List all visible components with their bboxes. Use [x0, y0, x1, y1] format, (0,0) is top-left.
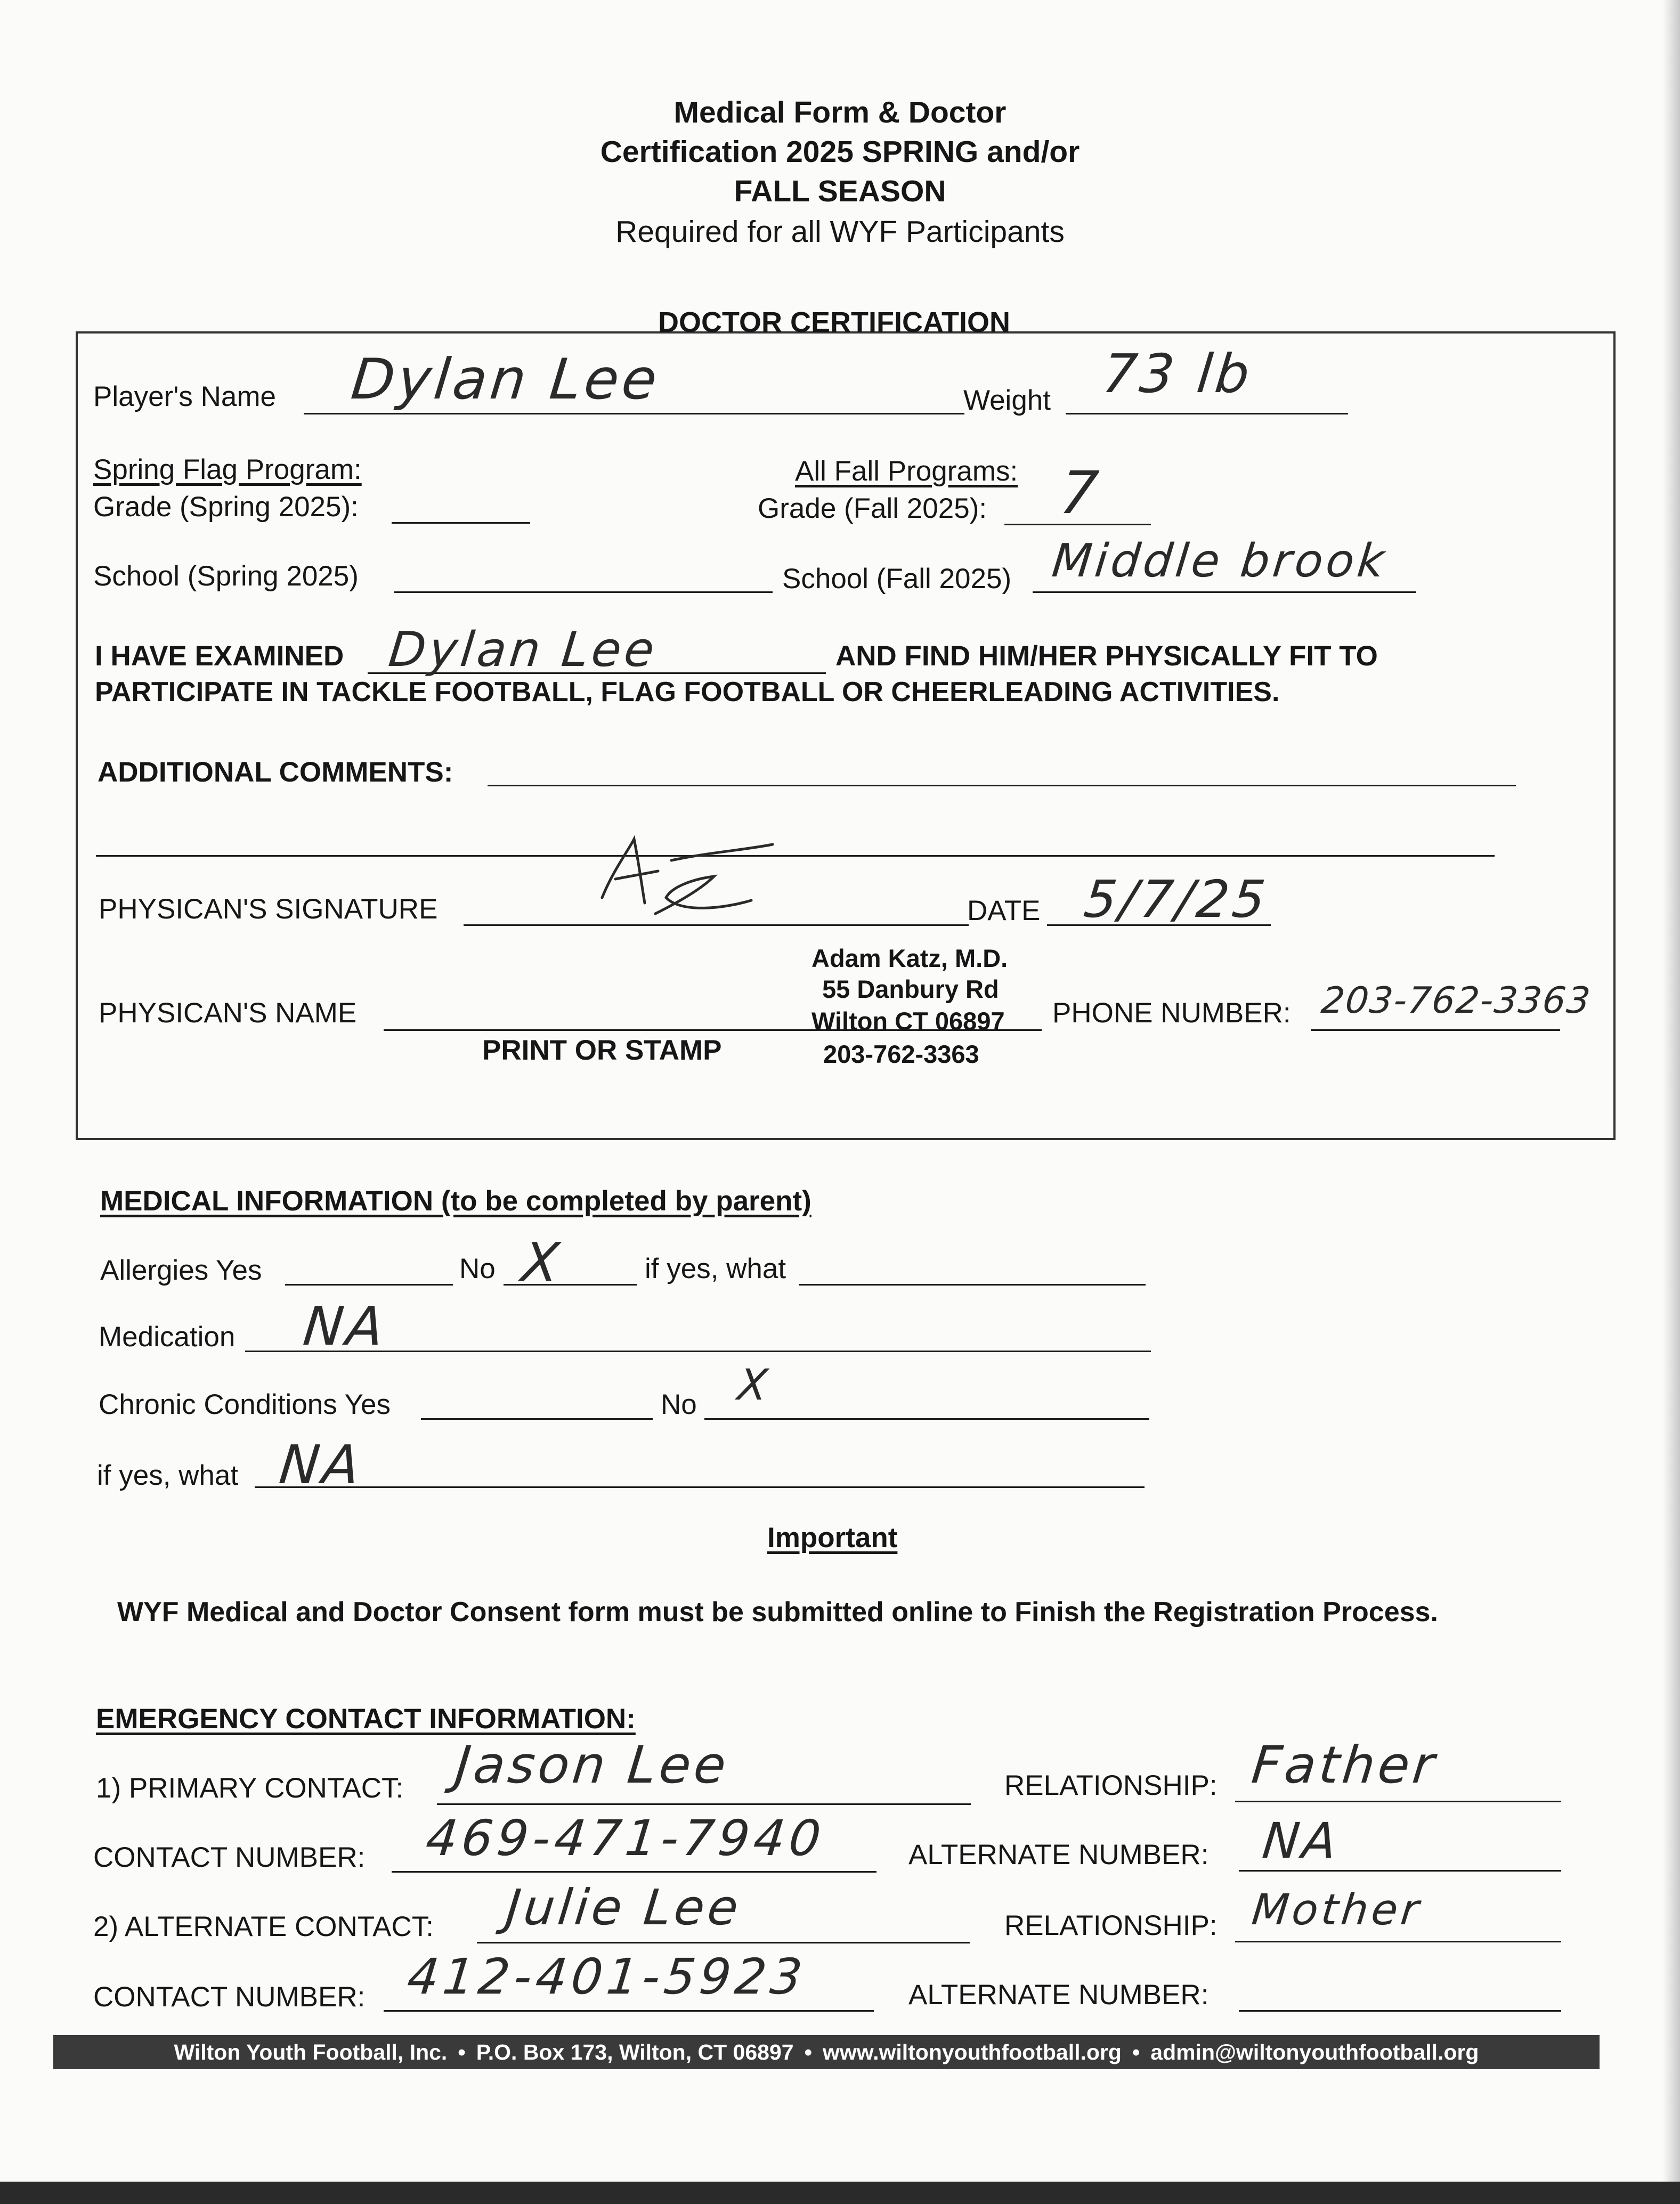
- medical-info-title: MEDICAL INFORMATION (to be completed by parent): [100, 1185, 811, 1217]
- allergies-label: Allergies Yes: [100, 1255, 262, 1286]
- page-edge-shadow: [1662, 0, 1680, 2204]
- primary-alt-number-value[interactable]: NA: [1260, 1812, 1343, 1869]
- comments-line-1: [488, 785, 1516, 786]
- important-title: Important: [767, 1522, 898, 1554]
- chronic-what-value[interactable]: NA: [276, 1434, 366, 1496]
- chronic-no-mark[interactable]: X: [735, 1360, 773, 1410]
- examined-value[interactable]: Dylan Lee: [386, 622, 660, 678]
- allergies-no-mark[interactable]: X: [518, 1231, 565, 1294]
- page-bottom-shadow: [0, 2182, 1680, 2204]
- footer-separator: •: [1132, 2039, 1140, 2064]
- weight-label: Weight: [963, 385, 1051, 416]
- phone-label: PHONE NUMBER:: [1052, 997, 1291, 1029]
- alternate-contact-line: [477, 1942, 970, 1943]
- date-value[interactable]: 5/7/25: [1081, 869, 1271, 929]
- footer-address: P.O. Box 173, Wilton, CT 06897: [476, 2039, 794, 2064]
- footer-separator: •: [458, 2039, 466, 2064]
- weight-line: [1066, 413, 1348, 414]
- medication-value[interactable]: NA: [300, 1295, 390, 1357]
- primary-relationship-value[interactable]: Father: [1249, 1735, 1440, 1795]
- alternate-number-line: [384, 2010, 874, 2012]
- player-name-value[interactable]: Dylan Lee: [348, 347, 663, 412]
- stamp-line-4: 203-762-3363: [823, 1040, 979, 1068]
- form-title-line3: FALL SEASON: [734, 174, 946, 208]
- alternate-relationship-line: [1235, 1941, 1561, 1942]
- allergies-no-label: No: [459, 1253, 496, 1284]
- stamp-line-1: Adam Katz, M.D.: [811, 944, 1008, 972]
- alternate-alt-number-label: ALTERNATE NUMBER:: [908, 1979, 1209, 2011]
- form-title-line1: Medical Form & Doctor: [673, 95, 1007, 129]
- fall-school-value[interactable]: Middle brook: [1049, 534, 1390, 588]
- primary-contact-value[interactable]: Jason Lee: [452, 1735, 732, 1795]
- form-subtitle: Required for all WYF Participants: [615, 215, 1065, 249]
- allergies-what-line: [799, 1284, 1146, 1286]
- primary-alt-number-label: ALTERNATE NUMBER:: [908, 1839, 1209, 1870]
- allergies-what-label: if yes, what: [645, 1253, 786, 1284]
- fall-school-line: [1033, 591, 1416, 593]
- medication-label: Medication: [99, 1321, 236, 1353]
- primary-number-line: [392, 1871, 876, 1873]
- allergies-yes-line: [285, 1284, 453, 1286]
- signature-label: PHYSICAN'S SIGNATURE: [99, 893, 438, 925]
- print-or-stamp-label: PRINT OR STAMP: [482, 1035, 722, 1066]
- alternate-relationship-value[interactable]: Mother: [1249, 1885, 1425, 1934]
- date-label: DATE: [967, 895, 1041, 926]
- alternate-number-value[interactable]: 412-401-5923: [404, 1948, 809, 2005]
- stamp-line-2: 55 Danbury Rd: [822, 975, 999, 1003]
- chronic-label: Chronic Conditions Yes: [99, 1389, 391, 1420]
- fall-program-label: All Fall Programs:: [795, 456, 1018, 487]
- fall-school-label: School (Fall 2025): [782, 563, 1012, 595]
- physician-signature-mark: [591, 828, 783, 930]
- chronic-yes-line: [421, 1418, 653, 1420]
- chronic-what-label: if yes, what: [97, 1460, 239, 1491]
- player-name-line: [304, 413, 964, 414]
- examined-label: I HAVE EXAMINED: [95, 640, 344, 672]
- footer-separator: •: [804, 2039, 812, 2064]
- primary-relationship-line: [1235, 1801, 1561, 1802]
- spring-grade-label: Grade (Spring 2025):: [93, 491, 359, 523]
- additional-comments-label: ADDITIONAL COMMENTS:: [98, 757, 453, 788]
- comments-line-2: [96, 855, 1495, 857]
- phone-line: [1311, 1029, 1560, 1031]
- primary-relationship-label: RELATIONSHIP:: [1004, 1770, 1218, 1801]
- stamp-line-3: Wilton CT 06897: [811, 1007, 1005, 1035]
- form-title-line2: Certification 2025 SPRING and/or: [600, 135, 1080, 169]
- footer-bar: [53, 2035, 1600, 2069]
- chronic-what-line: [255, 1486, 1145, 1488]
- phone-value[interactable]: 203-762-3363: [1319, 980, 1593, 1022]
- examined-rest: AND FIND HIM/HER PHYSICALLY FIT TO: [835, 640, 1378, 672]
- spring-school-line: [394, 591, 773, 593]
- player-name-label: Player's Name: [93, 381, 276, 412]
- primary-contact-line: [437, 1803, 971, 1805]
- footer-website-link[interactable]: www.wiltonyouthfootball.org: [822, 2039, 1122, 2064]
- alternate-alt-number-line: [1239, 2010, 1561, 2012]
- primary-contact-label: 1) PRIMARY CONTACT:: [96, 1772, 404, 1804]
- examined-line2: PARTICIPATE IN TACKLE FOOTBALL, FLAG FOOTBALL OR CHEERLEADING ACTIVITIES.: [95, 677, 1280, 707]
- chronic-no-label: No: [661, 1389, 697, 1420]
- primary-number-value[interactable]: 469-471-7940: [423, 1810, 828, 1867]
- footer-email-link[interactable]: admin@wiltonyouthfootball.org: [1150, 2039, 1479, 2064]
- physician-name-label: PHYSICAN'S NAME: [99, 997, 357, 1029]
- spring-grade-line: [392, 522, 530, 524]
- fall-grade-label: Grade (Fall 2025):: [758, 493, 987, 524]
- weight-value[interactable]: 73 lb: [1099, 343, 1256, 405]
- primary-alt-number-line: [1239, 1870, 1561, 1872]
- emergency-title: EMERGENCY CONTACT INFORMATION:: [96, 1703, 636, 1735]
- alternate-contact-value[interactable]: Julie Lee: [503, 1879, 744, 1936]
- alternate-contact-label: 2) ALTERNATE CONTACT:: [93, 1911, 434, 1942]
- important-text: WYF Medical and Doctor Consent form must be submitted online to Finish the Registration Process.: [117, 1597, 1438, 1628]
- fall-grade-value[interactable]: 7: [1057, 459, 1105, 527]
- alternate-relationship-label: RELATIONSHIP:: [1004, 1910, 1218, 1941]
- doctor-certification-title: DOCTOR CERTIFICATION: [658, 306, 1010, 338]
- primary-number-label: CONTACT NUMBER:: [93, 1842, 366, 1873]
- footer-org: Wilton Youth Football, Inc.: [174, 2039, 448, 2064]
- alternate-number-label: CONTACT NUMBER:: [93, 1981, 366, 2013]
- spring-school-label: School (Spring 2025): [93, 560, 359, 592]
- spring-program-label: Spring Flag Program:: [93, 454, 362, 485]
- chronic-no-line: [704, 1418, 1149, 1420]
